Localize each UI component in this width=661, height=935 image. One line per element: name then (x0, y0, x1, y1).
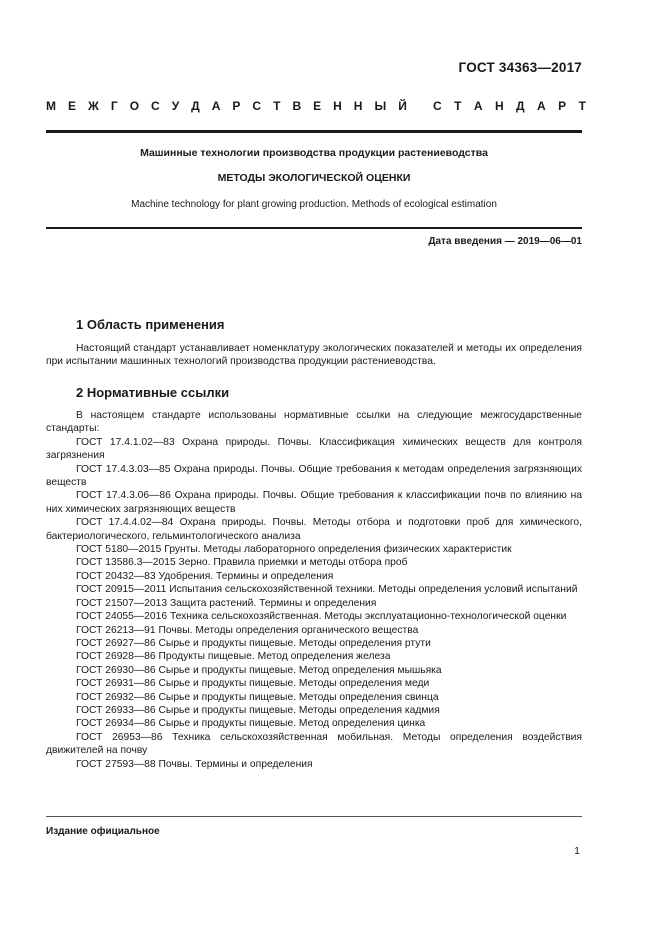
banner-word-standard (433, 99, 586, 113)
reference-item: ГОСТ 20432—83 Удобрения. Термины и определения (76, 570, 334, 582)
section-1-body (46, 342, 582, 369)
official-edition-label: Издание официальное (46, 826, 160, 837)
reference-item: ГОСТ 5180—2015 Грунты. Методы лабораторного определения физических характеристик (76, 544, 512, 556)
document-title-english: Machine technology for plant growing production. Methods of ecological estimation (131, 199, 497, 210)
banner-letter: Т (454, 99, 462, 113)
banner-letter: У (171, 99, 180, 113)
banner-letter: Т (273, 99, 281, 113)
banner-letter: Н (333, 99, 342, 113)
banner-letter: Н (353, 99, 363, 113)
banner-letter: С (433, 99, 442, 113)
banner-letter: С (151, 99, 160, 113)
reference-item: ГОСТ 26927—86 Сырье и продукты пищевые. Методы определения ртути (76, 637, 431, 649)
section-1-heading: 1 Область применения (76, 317, 225, 332)
reference-item: ГОСТ 26930—86 Сырье и продукты пищевые. Метод определения мышьяка (76, 664, 442, 676)
section-2-heading: 2 Нормативные ссылки (76, 385, 230, 400)
banner-letter: Р (232, 99, 241, 113)
banner-letter: Р (558, 99, 567, 113)
reference-item: ГОСТ 20915—2011 Испытания сельскохозяйственной техники. Методы определения условий испытаний (76, 584, 578, 596)
reference-item: ГОСТ 26934—86 Сырье и продукты пищевые. Метод определения цинка (76, 718, 426, 730)
header-rule (46, 130, 582, 133)
banner-letter: О (129, 99, 140, 113)
banner-letter: Н (494, 99, 504, 113)
banner-letter: М (46, 99, 56, 113)
reference-item: ГОСТ 26931—86 Сырье и продукты пищевые. Методы определения меди (76, 678, 430, 690)
reference-item: ГОСТ 26213—91 Почвы. Методы определения органического вещества (76, 624, 419, 636)
reference-item: ГОСТ 26953—86 Техника сельскохозяйственная мобильная. Методы определения воздействия движителей на почву (46, 731, 582, 757)
reference-item: ГОСТ 26932—86 Сырье и продукты пищевые. Методы определения свинца (76, 691, 439, 703)
banner-letter: Е (313, 99, 322, 113)
document-subtitle: МЕТОДЫ ЭКОЛОГИЧЕСКОЙ ОЦЕНКИ (217, 172, 411, 184)
banner-word-interstate (46, 99, 407, 113)
banner-letter: Ж (88, 99, 99, 113)
footer-rule (46, 816, 582, 817)
reference-item: ГОСТ 21507—2013 Защита растений. Термины и определения (76, 597, 377, 609)
reference-item: ГОСТ 17.4.3.03—85 Охрана природы. Почвы. Общие требования к методам определения загрязняющих веществ (46, 463, 582, 489)
reference-item: ГОСТ 17.4.4.02—84 Охрана природы. Почвы. Методы отбора и подготовки проб для химического, бактериологического, гельминтологического анализа (46, 517, 582, 542)
section-2-body (46, 409, 582, 771)
section-2-intro: В настоящем стандарте использованы нормативные ссылки на следующие межгосударственные стандарты: (46, 410, 582, 435)
title-rule (46, 227, 582, 229)
section-1-paragraph: Настоящий стандарт устанавливает номенклатуру экологических показателей и методы их определения при испытании машинных технологий производства продукции растениеводства. (46, 343, 582, 368)
banner-letter: А (211, 99, 221, 113)
reference-item: ГОСТ 26933—86 Сырье и продукты пищевые. Методы определения кадмия (76, 704, 440, 716)
banner-letter: А (473, 99, 483, 113)
banner-letter: Ы (374, 99, 387, 113)
banner-letter: Г (110, 99, 118, 113)
document-title: Машинные технологии производства продукции растениеводства (140, 147, 488, 159)
banner-letter: Д (191, 99, 200, 113)
banner-letter: А (537, 99, 546, 113)
reference-item: ГОСТ 17.4.1.02—83 Охрана природы. Почвы. Классификация химических веществ для контроля загрязнения (46, 436, 582, 462)
interstate-standard-banner (46, 99, 586, 113)
banner-letter: В (292, 99, 302, 113)
banner-letter: Е (68, 99, 77, 113)
banner-letter: Й (398, 99, 407, 113)
document-code: ГОСТ 34363—2017 (458, 60, 582, 75)
reference-item: ГОСТ 13586.3—2015 Зерно. Правила приемки и методы отбора проб (76, 557, 408, 569)
banner-letter: Д (516, 99, 525, 113)
page-number: 1 (574, 845, 580, 857)
banner-letter: С (252, 99, 262, 113)
banner-letter: Т (578, 99, 586, 113)
reference-item: ГОСТ 26928—86 Продукты пищевые. Метод определения железа (76, 651, 391, 663)
reference-item: ГОСТ 24055—2016 Техника сельскохозяйственная. Методы эксплуатационно-технологической оценки (76, 611, 567, 623)
reference-item: ГОСТ 27593—88 Почвы. Термины и определения (76, 758, 313, 770)
reference-item: ГОСТ 17.4.3.06—86 Охрана природы. Почвы. Общие требования к классификации почв по влиянию на них химических загрязняющих веществ (46, 490, 582, 515)
introduction-date: Дата введения — 2019—06—01 (428, 236, 582, 247)
